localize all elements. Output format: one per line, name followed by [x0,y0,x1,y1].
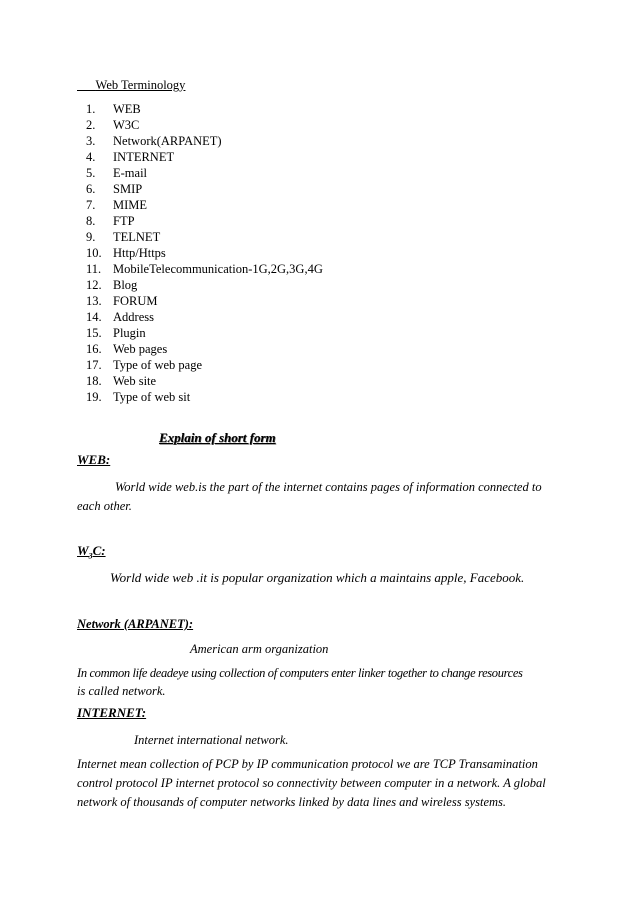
list-item [86,325,323,341]
list-item-text: WEB [113,102,141,116]
list-item-number: 1. [86,102,96,116]
list-item-number: 8. [86,214,96,228]
w3c-text: World wide web .it is popular organization which a maintains apple, Facebook. [110,570,525,585]
list-item-text: INTERNET [113,150,175,164]
w3c-heading: $W_3C$: [77,543,106,561]
network-heading: Network (ARPANET): [77,617,194,631]
list-item-text: TELNET [113,230,161,244]
list-item-text: Blog [113,278,138,292]
list-item-text: Plugin [113,326,146,340]
list-item-text: Web site [113,374,157,388]
list-item-number: 14. [86,310,102,324]
network-text-line2: is called network. [77,684,166,698]
list-item-number: 13. [86,294,102,308]
web-heading: WEB: [77,452,111,467]
list-item [86,181,323,197]
list-item-text: Address [113,310,154,324]
list-item-text: SMIP [113,182,143,196]
list-item [86,149,323,165]
list-item [86,373,323,389]
list-item [86,309,323,325]
list-item [86,229,323,245]
list-item [86,261,323,277]
list-item-text: Http/Https [113,246,166,260]
list-item-number: 6. [86,182,96,196]
list-item-number: 18. [86,374,102,388]
list-item-number: 16. [86,342,102,356]
list-item-number: 17. [86,358,102,372]
list-item [86,389,323,405]
list-item-number: 7. [86,198,96,212]
list-item [86,165,323,181]
terms-list [86,101,323,405]
list-item-text: W3C [113,118,140,132]
list-item-number: 3. [86,134,96,148]
web-text-line1: World wide web.is the part of the internet contains pages of information connected to [115,480,542,494]
list-item-text: FORUM [113,294,158,308]
list-item-number: 4. [86,150,96,164]
list-item [86,293,323,309]
list-item [86,101,323,117]
internet-subtitle: Internet international network. [134,733,289,747]
list-item-number: 15. [86,326,102,340]
network-subtitle: American arm organization [190,642,329,656]
internet-heading: INTERNET: [77,705,147,720]
list-item [86,133,323,149]
list-item-number: 2. [86,118,96,132]
list-item-text: MobileTelecommunication-1G,2G,3G,4G [113,262,323,276]
network-text-line1: In common life deadeye using collection of computers enter linker together to change resources [77,666,523,680]
internet-text-line3: network of thousands of computer networks linked by data lines and wireless systems. [77,795,507,809]
list-item-text: E-mail [113,166,148,180]
explain-heading: Explain of short form [159,430,276,445]
internet-text-line2: control protocol IP internet protocol so connectivity between computer in a network. A global [77,776,546,790]
list-item-number: 11. [86,262,102,276]
list-item [86,357,323,373]
internet-text-line1: Internet mean collection of PCP by IP communication protocol we are TCP Transamination [77,757,538,771]
list-item-text: Type of web page [113,358,203,372]
list-item [86,341,323,357]
list-item-text: FTP [113,214,135,228]
list-item-text: Web pages [113,342,168,356]
list-item-text: MIME [113,198,148,212]
page-title-text: Web Terminology [95,78,186,92]
list-item-number: 5. [86,166,96,180]
list-item-number: 9. [86,230,96,244]
list-item [86,117,323,133]
list-item-text: Type of web sit [113,390,191,404]
list-item-number: 19. [86,390,102,404]
list-item-number: 12. [86,278,102,292]
list-item [86,197,323,213]
list-item-number: 10. [86,246,102,260]
page-title [77,78,185,93]
web-text-line2: each other. [77,499,132,513]
list-item [86,277,323,293]
list-item [86,213,323,229]
list-item-text: Network(ARPANET) [113,134,222,148]
list-item [86,245,323,261]
